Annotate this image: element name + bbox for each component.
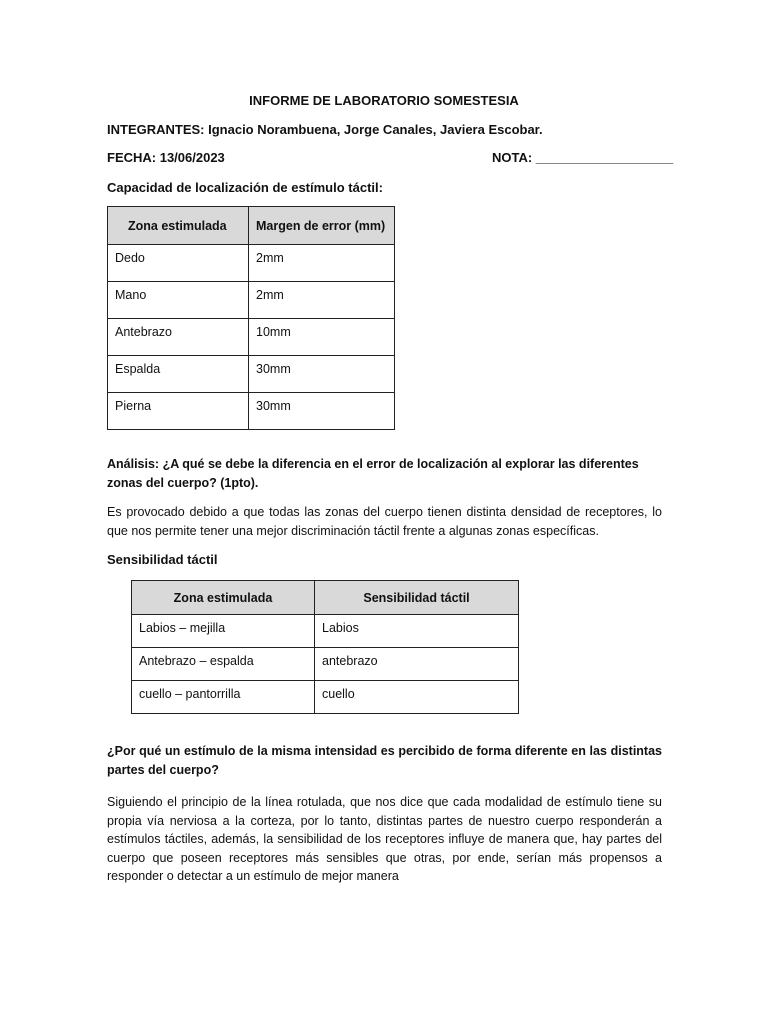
members-line: INTEGRANTES: Ignacio Norambuena, Jorge Canales, Javiera Escobar.: [107, 122, 543, 137]
table-row: [108, 319, 395, 356]
localization-table: [107, 206, 395, 430]
table-header-cell: Margen de error (mm): [249, 207, 395, 245]
table-row: [132, 648, 519, 681]
table-row: [132, 615, 519, 648]
table-header-cell: Zona estimulada: [132, 581, 315, 615]
report-title: INFORME DE LABORATORIO SOMESTESIA: [249, 93, 519, 108]
section1-heading: Capacidad de localización de estímulo táctil:: [107, 180, 383, 195]
answer2: Siguiendo el principio de la línea rotulada, que nos dice que cada modalidad de estímulo tiene su propia vía nerviosa a la corteza, por lo tanto, distintas partes de nuestro cuerpo responderán a estímulos táctiles, además, la sensibilidad de los receptores influye de manera que, hay partes del cuerpo que poseen receptores más sensibles que otras, por ende, serían más propensos a responder o detectar a un estímulo de mejor manera: [107, 795, 662, 883]
table-row: [108, 282, 395, 319]
question2: ¿Por qué un estímulo de la misma intensidad es percibido de forma diferente en las distintas partes del cuerpo?: [107, 744, 662, 777]
table-cell-sensitivity: Labios: [315, 615, 519, 648]
table-cell-zone: Antebrazo: [108, 319, 249, 356]
table-row: [108, 393, 395, 430]
sensitivity-table: [131, 580, 519, 714]
grade-line: NOTA: ___________________: [492, 150, 674, 165]
table-cell-zone: Labios – mejilla: [132, 615, 315, 648]
date-line: FECHA: 13/06/2023: [107, 150, 225, 165]
table-cell-sensitivity: cuello: [315, 681, 519, 714]
table-header-row: [132, 581, 519, 615]
analysis-question: Análisis: ¿A qué se debe la diferencia en el error de localización al explorar las diferentes zonas del cuerpo? (1pto).: [107, 457, 639, 490]
table-cell-zone: Espalda: [108, 356, 249, 393]
table-cell-error: 2mm: [249, 245, 395, 282]
table-cell-zone: Antebrazo – espalda: [132, 648, 315, 681]
table-row: [132, 681, 519, 714]
table-row: [108, 245, 395, 282]
table-cell-error: 2mm: [249, 282, 395, 319]
table-cell-sensitivity: antebrazo: [315, 648, 519, 681]
table-row: [108, 356, 395, 393]
table-header-row: [108, 207, 395, 245]
section2-heading: Sensibilidad táctil: [107, 552, 218, 567]
table-header-cell: Zona estimulada: [108, 207, 249, 245]
table-cell-zone: Pierna: [108, 393, 249, 430]
analysis-answer: Es provocado debido a que todas las zonas del cuerpo tienen distinta densidad de receptores, lo que nos permite tener una mejor discriminación táctil frente a algunas zonas específicas.: [107, 505, 662, 538]
table-cell-error: 30mm: [249, 393, 395, 430]
table-header-cell: Sensibilidad táctil: [315, 581, 519, 615]
table-cell-error: 30mm: [249, 356, 395, 393]
table-cell-zone: cuello – pantorrilla: [132, 681, 315, 714]
table-cell-zone: Dedo: [108, 245, 249, 282]
table-cell-zone: Mano: [108, 282, 249, 319]
table-cell-error: 10mm: [249, 319, 395, 356]
